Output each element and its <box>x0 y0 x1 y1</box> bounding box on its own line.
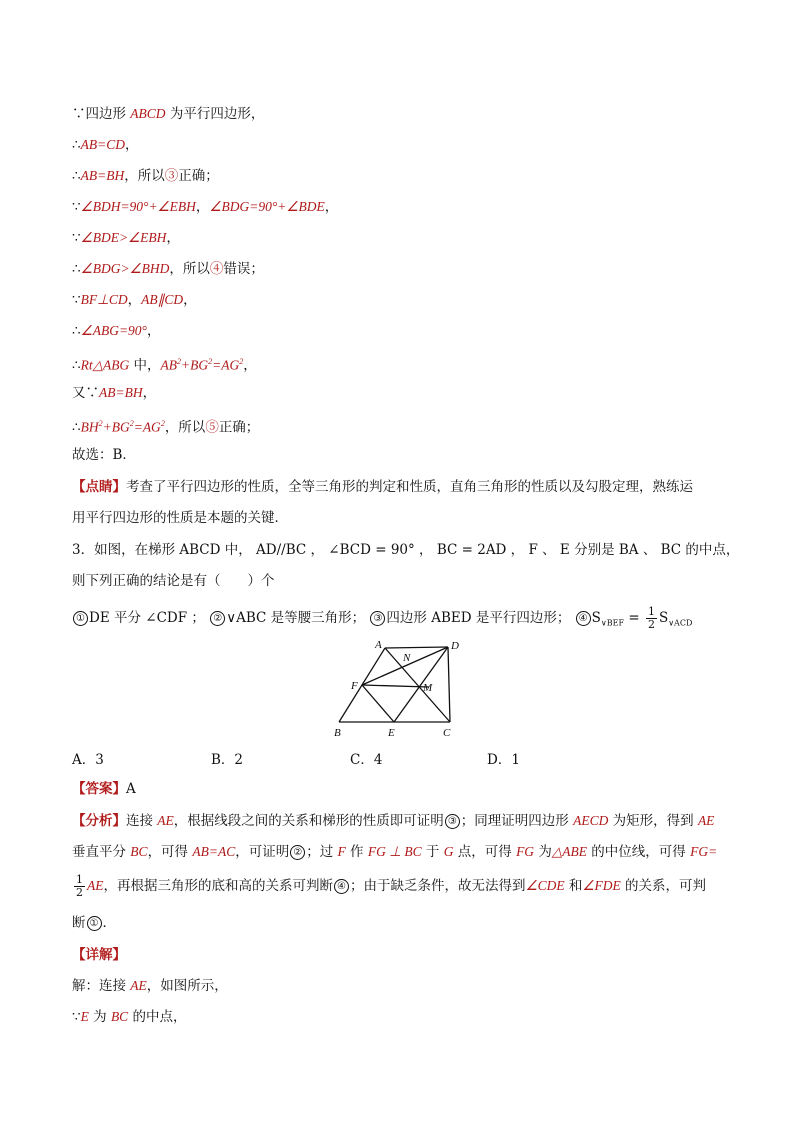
statement-number-1: ① <box>73 611 88 626</box>
fraction-half-analysis: $\frac{1}{2}$ <box>76 873 83 899</box>
proof-line-11: $\therefore BH^2+BG^2=AG^2$，所以⑤正确； <box>72 419 260 436</box>
proof-line-12: 故选：B． <box>72 447 136 463</box>
segment-dc <box>448 647 450 722</box>
segment-fe <box>362 685 394 722</box>
fraction-half: $\frac{1}{2}$ <box>647 605 655 631</box>
detail-line-2: ∵E 为 BC 的中点， <box>72 1009 187 1025</box>
proof-line-7: ∵BF⊥CD，AB∥CD， <box>72 292 197 308</box>
statement-number-4: ④ <box>576 611 591 626</box>
statement-number-2: ② <box>210 611 225 626</box>
option-b: B．2 <box>211 752 244 768</box>
dianjing-line-2: 用平行四边形的性质是本题的关键． <box>72 510 288 526</box>
question-line-2: 则下列正确的结论是有（ ）个 <box>72 573 275 589</box>
trapezoid-figure <box>325 636 465 742</box>
segment-ac <box>385 648 450 722</box>
segment-ad <box>385 647 448 648</box>
option-c: C．4 <box>350 752 383 768</box>
question-line-1: 3．如图，在梯形 ABCD 中， AD//BC ， ∠BCD = 90° ， BC = 2AD ， F 、 E 分别是 BA 、 BC 的中点， <box>72 542 740 558</box>
label-e: E <box>388 727 395 739</box>
label-n: N <box>403 652 411 664</box>
proof-line-6: ∴∠BDG>∠BHD，所以④错误； <box>72 261 264 277</box>
analysis-ref-3: ③ <box>445 814 460 829</box>
detail-line-1: 解：连接 AE，如图所示， <box>72 978 228 994</box>
option-a: A．3 <box>72 752 104 768</box>
question-statements: ① DE 平分 ∠CDF ； ② ∨ABC 是等腰三角形； ③ 四边形 ABED 是平行四边形； ④ $S_{\vee BEF}$ = $\frac{1}{2}$ $S_{\vee ACD}$ <box>72 606 692 634</box>
label-a: A <box>375 639 382 651</box>
option-d: D．1 <box>487 752 520 768</box>
proof-line-2: ∴AB=CD， <box>72 137 139 153</box>
analysis-line-1: 【分析】连接 AE，根据线段之间的关系和梯形的性质即可证明 ③ ；同理证明四边形 AECD 为矩形，得到 AE <box>72 813 715 829</box>
analysis-line-3: $\frac{1}{2}$ AE，再根据三角形的底和高的关系可判断 ④ ；由于缺乏条件，故无法得到∠CDE 和∠FDE 的关系，可判 <box>76 873 707 899</box>
analysis-ref-1: ① <box>87 916 102 931</box>
proof-line-3: ∴AB=BH，所以③正确； <box>72 168 219 184</box>
proof-line-9: ∴Rt△ABG 中，$AB^2+BG^2=AG^2$， <box>72 357 257 374</box>
proof-line-8: ∴∠ABG=90°， <box>72 323 161 339</box>
detail-tag: 【详解】 <box>72 947 126 963</box>
label-m: M <box>423 682 433 694</box>
label-b: B <box>334 727 341 739</box>
proof-line-10: 又∵AB=BH， <box>72 385 157 401</box>
proof-line-5: ∵∠BDE>∠EBH， <box>72 230 180 246</box>
analysis-ref-2: ② <box>290 845 305 860</box>
label-d: D <box>451 640 459 652</box>
answer-line: 【答案】A <box>72 781 136 797</box>
analysis-ref-4: ④ <box>334 879 349 894</box>
analysis-line-2: 垂直平分 BC，可得 AB=AC，可证明 ② ；过 F 作 FG ⊥ BC 于 G 点，可得 FG 为△ABE 的中位线，可得 FG= <box>72 844 718 860</box>
label-c: C <box>443 727 451 739</box>
label-f: F <box>351 680 358 692</box>
statement-number-3: ③ <box>370 611 385 626</box>
proof-line-1: ∵四边形 ABCD 为平行四边形， <box>72 106 265 122</box>
proof-line-4: ∵∠BDH=90°+∠EBH，∠BDG=90°+∠BDE， <box>72 199 339 215</box>
dianjing-line-1: 【点睛】考查了平行四边形的性质，全等三角形的判定和性质，直角三角形的性质以及勾股定理，熟练运 <box>72 479 693 495</box>
analysis-line-4: 断 ① ． <box>72 915 116 931</box>
